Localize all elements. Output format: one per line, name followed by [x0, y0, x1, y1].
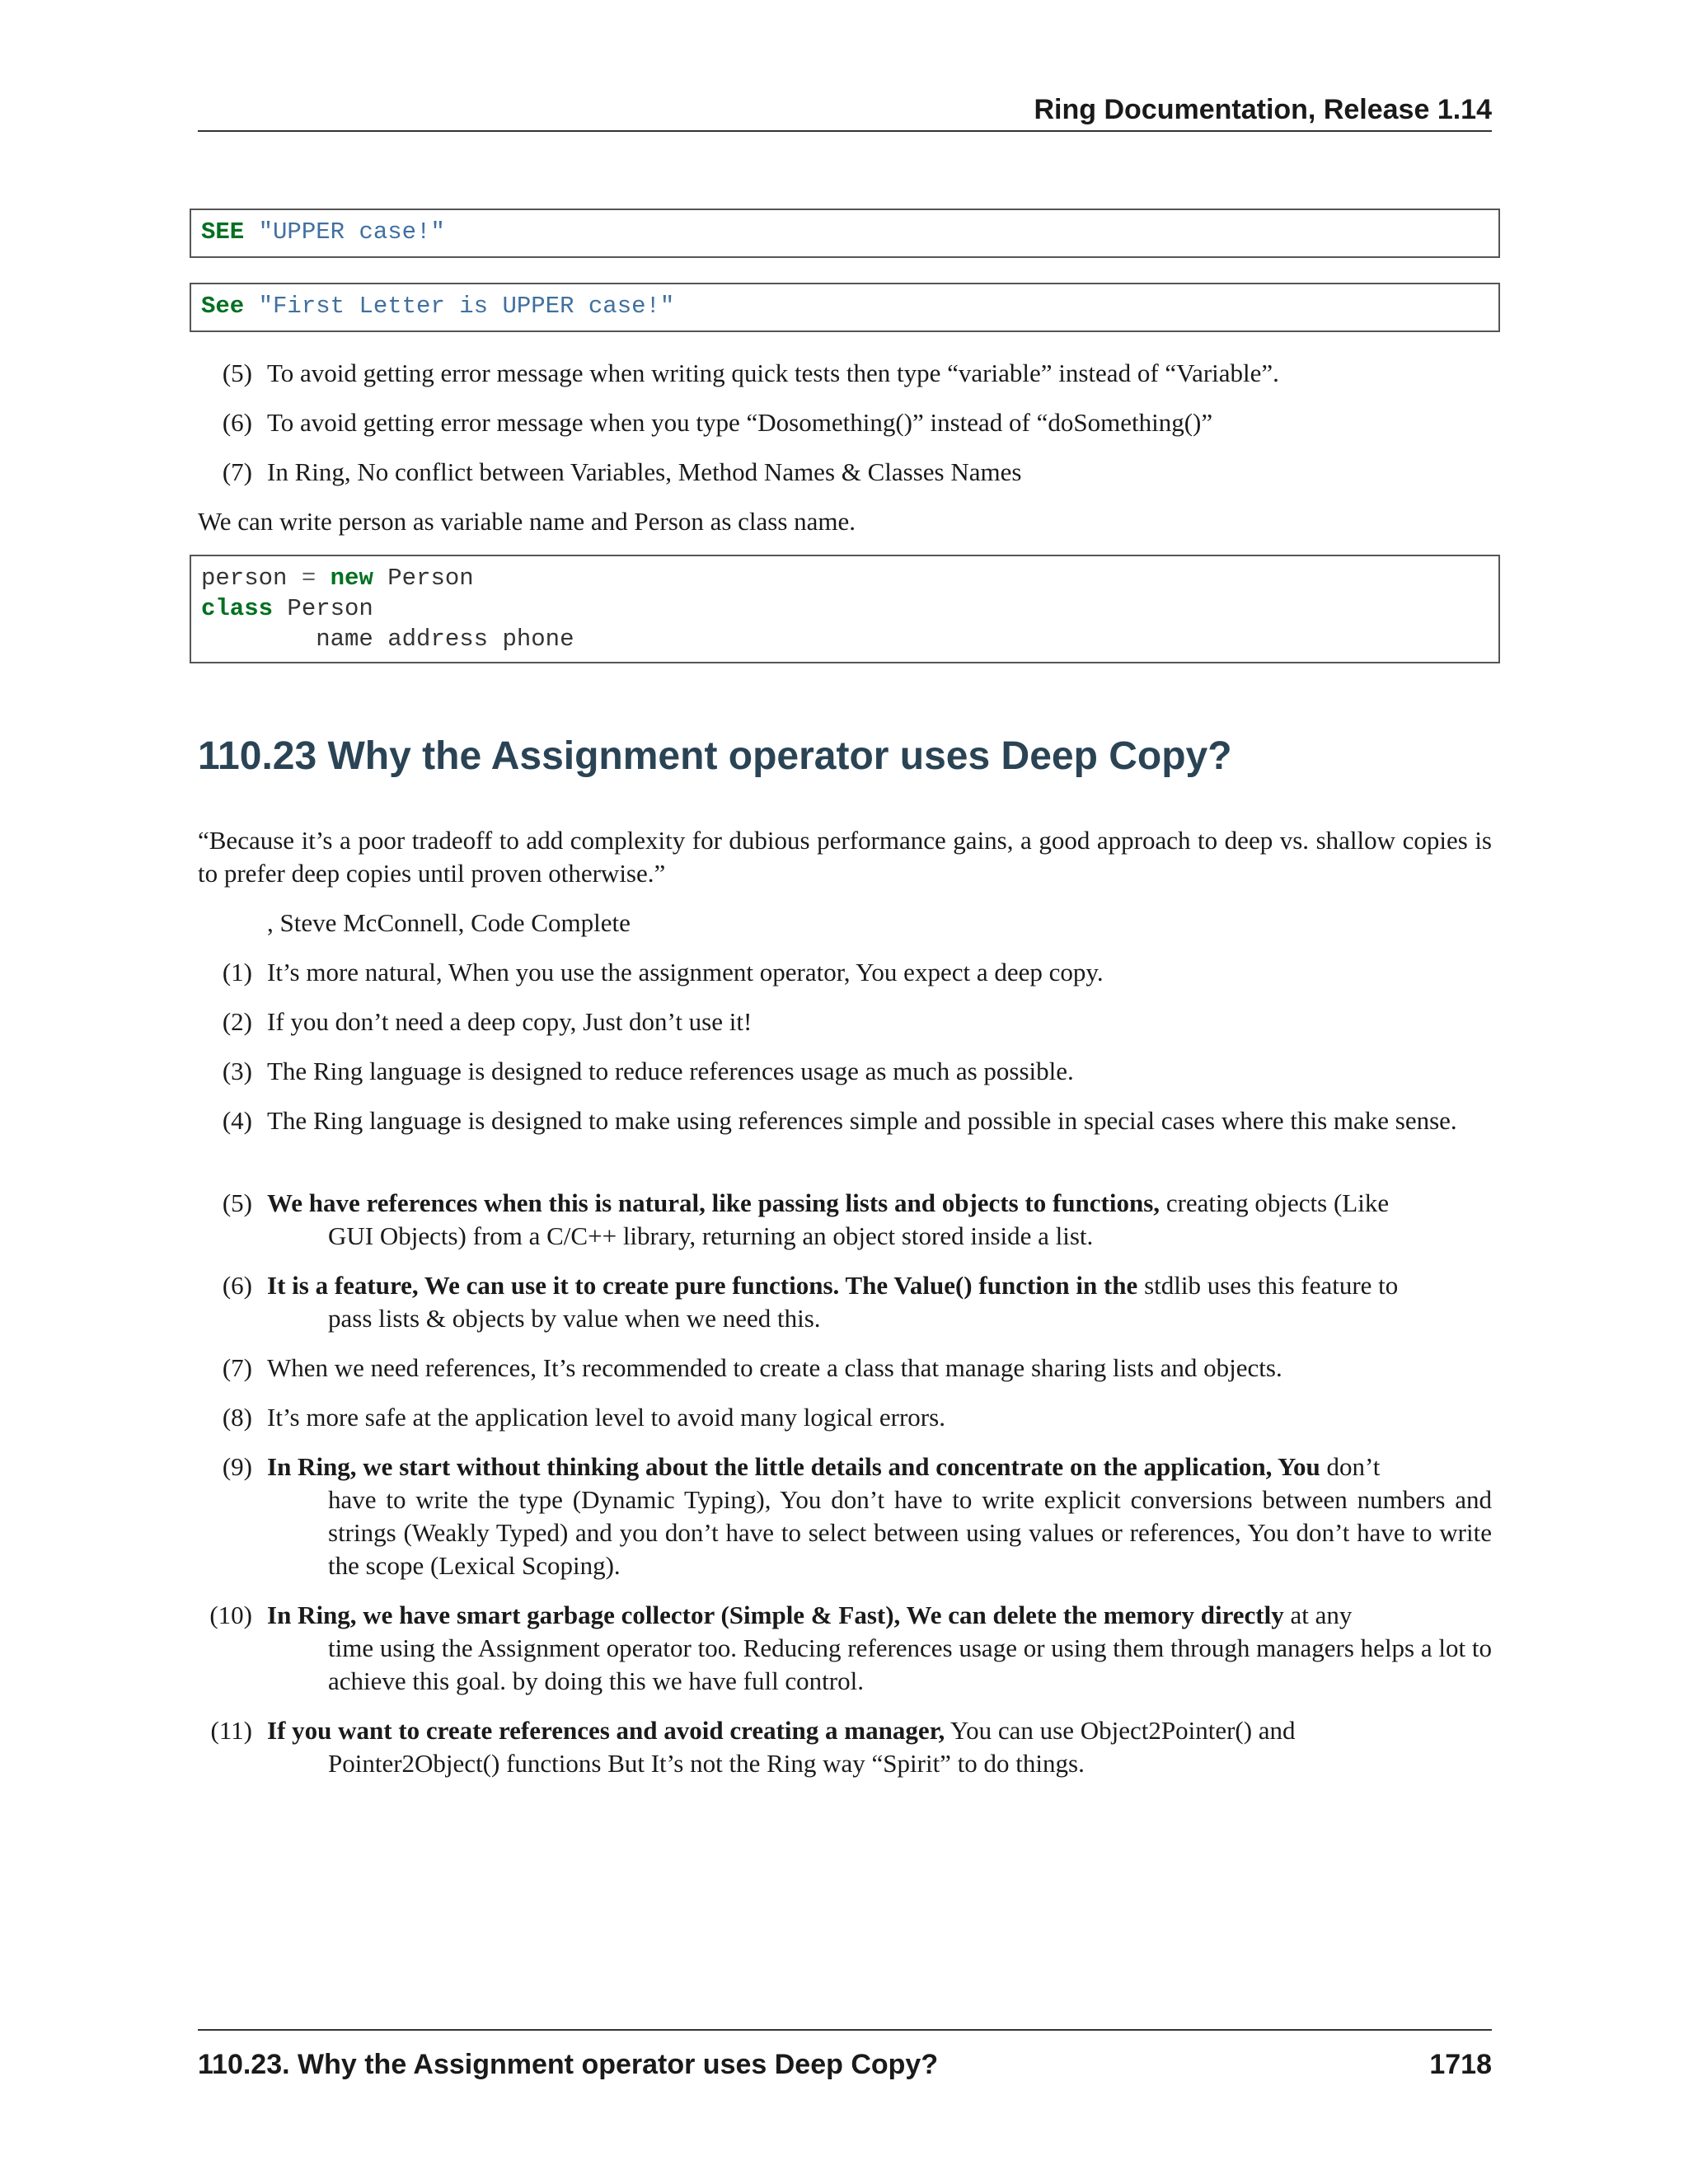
list-item: [198, 1451, 1492, 1582]
list-text: [267, 1269, 1492, 1335]
list-text-rest: at any: [1283, 1601, 1353, 1629]
code-operator: =: [301, 565, 316, 592]
code-text: name address phone: [201, 626, 574, 653]
list-item: [198, 1269, 1492, 1335]
list-text: If you don’t need a deep copy, Just don’t use it!: [267, 1007, 753, 1036]
list-bold-lead: In Ring, we have smart garbage collector (Simple & Fast), We can delete the memory directly: [267, 1601, 1284, 1629]
code-string: "UPPER case!": [258, 218, 445, 246]
list-number: (5): [222, 1188, 252, 1217]
list-item: [198, 1599, 1492, 1698]
list-number: (7): [222, 1353, 252, 1382]
list-text: To avoid getting error message when writing quick tests then type “variable” instead of “Variable”.: [267, 359, 1279, 387]
list-text: The Ring language is designed to make using references simple and possible in special cases where this make sense.: [267, 1106, 1457, 1135]
list-text: To avoid getting error message when you type “Dosomething()” instead of “doSomething()”: [267, 408, 1213, 437]
list-text-continued: GUI Objects) from a C/C++ library, returning an object stored inside a list.: [328, 1221, 1094, 1250]
list-number: (5): [222, 359, 252, 387]
list-number: (9): [222, 1452, 252, 1481]
list-bold-lead: It is a feature, We can use it to create pure functions. The Value() function in the: [267, 1271, 1138, 1300]
list-item: [198, 1055, 1492, 1088]
list-text-rest: don’t: [1320, 1452, 1381, 1481]
list-text: [267, 1714, 1492, 1780]
quote-paragraph: “Because it’s a poor tradeoff to add complexity for dubious performance gains, a good approach to deep vs. shallow copies is to prefer deep copies until proven otherwise.”: [198, 826, 1492, 888]
list-number: (11): [210, 1716, 252, 1745]
footer-section-title: 110.23. Why the Assignment operator uses Deep Copy?: [198, 2049, 939, 2080]
code-string: "First Letter is UPPER case!": [258, 293, 675, 320]
list-text-continued: pass lists & objects by value when we need this.: [328, 1304, 821, 1333]
list-text: [267, 1187, 1492, 1253]
list-item: [198, 1401, 1492, 1434]
code-keyword: See: [201, 293, 245, 320]
code-block-3: [190, 555, 1500, 663]
code-keyword: SEE: [201, 218, 245, 246]
running-header: Ring Documentation, Release 1.14: [198, 92, 1492, 132]
code-keyword: class: [201, 595, 274, 622]
list-number: (6): [222, 408, 252, 437]
list-number: (6): [222, 1271, 252, 1300]
code-text: person: [201, 565, 302, 592]
list-text-rest: You can use Object2Pointer() and: [945, 1716, 1296, 1745]
code-keyword: new: [330, 565, 373, 592]
list-text-continued: time using the Assignment operator too. Reducing references usage or using them through managers helps a lot to achieve this goal. by doing this we have full control.: [328, 1633, 1492, 1695]
list-text: In Ring, No conflict between Variables, Method Names & Classes Names: [267, 457, 1022, 486]
list-text: It’s more natural, When you use the assignment operator, You expect a deep copy.: [267, 958, 1104, 987]
list-text-continued: Pointer2Object() functions But It’s not the Ring way “Spirit” to do things.: [328, 1749, 1085, 1778]
list-item: [198, 406, 1492, 439]
list-item: [198, 1104, 1492, 1170]
list-item: [198, 456, 1492, 489]
section-heading: 110.23 Why the Assignment operator uses Deep Copy?: [198, 734, 1232, 778]
page-footer: [198, 2029, 1492, 2082]
list-item: [198, 1352, 1492, 1385]
list-bold-lead: We have references when this is natural, like passing lists and objects to functions,: [267, 1188, 1160, 1217]
code-block-2: [190, 283, 1500, 332]
list-bold-lead: In Ring, we start without thinking about the little details and concentrate on the application, You: [267, 1452, 1320, 1481]
code-block-1: [190, 209, 1500, 258]
list-text: It’s more safe at the application level to avoid many logical errors.: [267, 1403, 945, 1432]
list-item: [198, 956, 1492, 989]
list-item: [198, 357, 1492, 390]
body-paragraph: We can write person as variable name and Person as class name.: [198, 507, 856, 536]
list-text-rest: stdlib uses this feature to: [1137, 1271, 1399, 1300]
list-text: [267, 1599, 1492, 1698]
list-item: [198, 1005, 1492, 1038]
list-number: (2): [222, 1007, 252, 1036]
list-number: (4): [222, 1106, 252, 1135]
list-number: (10): [209, 1601, 252, 1629]
list-number: (7): [222, 457, 252, 486]
list-item: [198, 1187, 1492, 1253]
list-number: (1): [222, 958, 252, 987]
list-bold-lead: If you want to create references and avoid creating a manager,: [267, 1716, 945, 1745]
list-text: [267, 1451, 1492, 1582]
quote-attribution: , Steve McConnell, Code Complete: [267, 908, 631, 937]
list-text-continued: have to write the type (Dynamic Typing), You don’t have to write explicit conversions between numbers and strings (Weakly Typed) and you don’t have to select between using values or references, You don’t have to write the scope (Lexical Scoping).: [328, 1485, 1492, 1580]
code-text: Person: [373, 565, 474, 592]
list-text-rest: creating objects (Like: [1160, 1188, 1390, 1217]
list-number: (8): [222, 1403, 252, 1432]
code-text: Person: [273, 595, 373, 622]
list-text: The Ring language is designed to reduce references usage as much as possible.: [267, 1057, 1074, 1085]
page-number: 1718: [1429, 2049, 1492, 2080]
list-item: [198, 1714, 1492, 1780]
list-number: (3): [222, 1057, 252, 1085]
list-text: When we need references, It’s recommended to create a class that manage sharing lists and objects.: [267, 1353, 1282, 1382]
